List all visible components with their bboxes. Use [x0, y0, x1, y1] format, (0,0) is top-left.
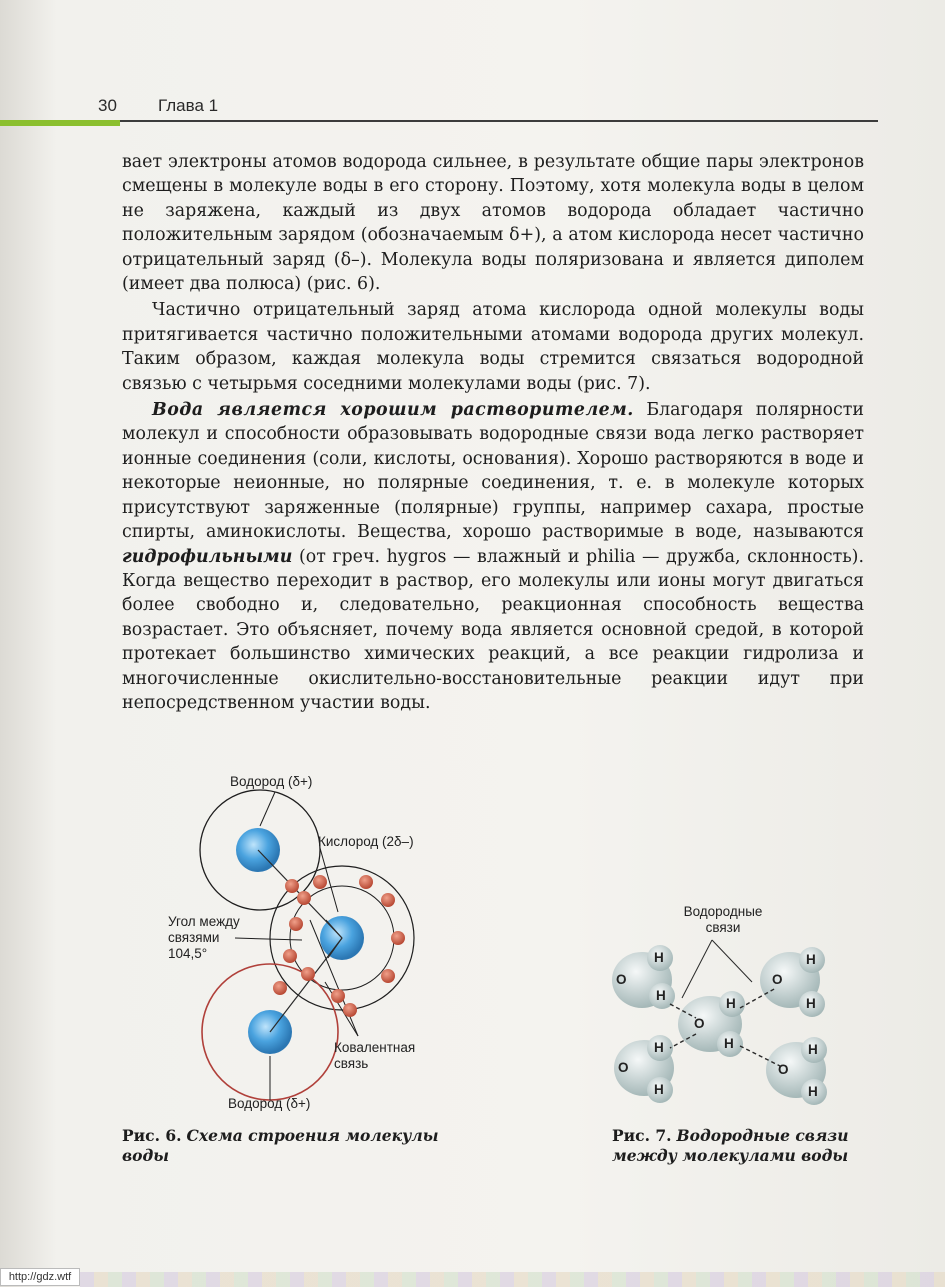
pointer-hbond-1	[682, 940, 712, 998]
electron	[331, 989, 345, 1003]
label-covalent-bond: Ковалентная связь	[334, 1040, 416, 1071]
atom-h: H	[656, 988, 666, 1003]
atom-o: O	[778, 1062, 789, 1077]
figure-6-caption	[122, 1126, 472, 1166]
atom-h: H	[808, 1084, 818, 1099]
paragraph-3	[122, 398, 864, 715]
paragraph-3-part-2: (от греч. hygros — влажный и philia — дружба, склонность). Когда вещество переходит в раствор, его молекулы или ионы могут двигаться более свободно и, следовательно, реакционная способность вещества возрастает. Это объясняет, почему вода является основной средой, в которой протекает большинство химических реакций, а все реакции гидролиза и многочисленные окислительно-восстановительные реакции идут при непосредственном участии воды.	[122, 546, 864, 713]
electron	[343, 1003, 357, 1017]
figure-7-caption-number: Рис. 7.	[612, 1126, 672, 1145]
figure-7-caption	[612, 1126, 862, 1166]
electron	[283, 949, 297, 963]
atom-h: H	[806, 996, 816, 1011]
electron	[297, 891, 311, 905]
electron	[359, 875, 373, 889]
chapter-title: Глава 1	[158, 96, 219, 115]
scan-edge-strip	[80, 1272, 945, 1287]
header-accent-bar	[0, 120, 120, 126]
atom-h: H	[806, 952, 816, 967]
pointer-hbond-2	[712, 940, 752, 982]
page-header	[98, 96, 878, 120]
electron	[381, 969, 395, 983]
electron	[273, 981, 287, 995]
electron	[313, 875, 327, 889]
watermark-link[interactable]: http://gdz.wtf	[0, 1268, 80, 1286]
atom-h: H	[726, 996, 736, 1011]
atom-h: H	[654, 950, 664, 965]
label-hydrogen-bottom: Водород (δ+)	[228, 1096, 311, 1111]
body-text	[122, 150, 864, 715]
atom-h: H	[724, 1036, 734, 1051]
label-bond-angle: Угол между связями 104,5°	[168, 914, 240, 961]
label-oxygen: Кислород (2δ–)	[318, 834, 414, 849]
pointer-hydrogen-top	[260, 792, 275, 826]
pointer-angle	[235, 938, 302, 940]
paragraph-2: Частично отрицательный заряд атома кислорода одной молекулы воды притягивается частично положительными атомами водорода других молекул. Таким образом, каждая молекула воды стремится связаться водородной связью с четырьмя соседними молекулами воды (рис. 7).	[122, 300, 864, 394]
electron	[391, 931, 405, 945]
atom-o: O	[616, 972, 627, 987]
label-hydrogen-bonds: Водородные связи	[683, 904, 763, 935]
header-rule	[120, 120, 878, 122]
page-number: 30	[98, 96, 117, 115]
figure-7-caption-text: Водородные связи между молекулами воды	[612, 1126, 849, 1165]
atom-o: O	[694, 1016, 705, 1031]
atom-h: H	[654, 1082, 664, 1097]
paragraph-1: вает электроны атомов водорода сильнее, в результате общие пары электронов смещены в молекуле воды в его сторону. Поэтому, хотя молекула воды в целом не заряжена, каждый из двух атомов водорода обладает частично положительным зарядом (обозначаемым δ+), а атом кислорода несет частично отрицательный заряд (δ–). Молекула воды поляризована и является диполем (имеет два полюса) (рис. 6).	[122, 152, 864, 295]
label-hydrogen-top: Водород (δ+)	[230, 774, 313, 789]
electron	[285, 879, 299, 893]
electron	[381, 893, 395, 907]
term-hydrophilic: гидрофильными	[122, 546, 293, 567]
paragraph-3-part-1: Благодаря полярности молекул и способности образовывать водородные связи вода легко растворяет ионные соединения (соли, кислоты, основания). Хорошо растворяются в воде и некоторые неионные, но полярные соединения, т. е. в молекуле которых присутствуют заряженные (полярные) группы, например сахара, простые спирты, аминокислоты. Вещества, хорошо растворимые в воде, называются	[122, 400, 864, 543]
figure-6-caption-number: Рис. 6.	[122, 1126, 182, 1145]
figure-6-water-molecule	[120, 770, 480, 1130]
electron	[289, 917, 303, 931]
atom-h: H	[808, 1042, 818, 1057]
atom-h: H	[654, 1040, 664, 1055]
atom-o: O	[772, 972, 783, 987]
electron	[301, 967, 315, 981]
figure-6-caption-text: Схема строения молекулы воды	[122, 1126, 439, 1165]
paragraph-lead: Вода является хорошим растворителем.	[152, 400, 634, 421]
atom-o: O	[618, 1060, 629, 1075]
figure-7-hydrogen-bonds	[600, 900, 870, 1120]
